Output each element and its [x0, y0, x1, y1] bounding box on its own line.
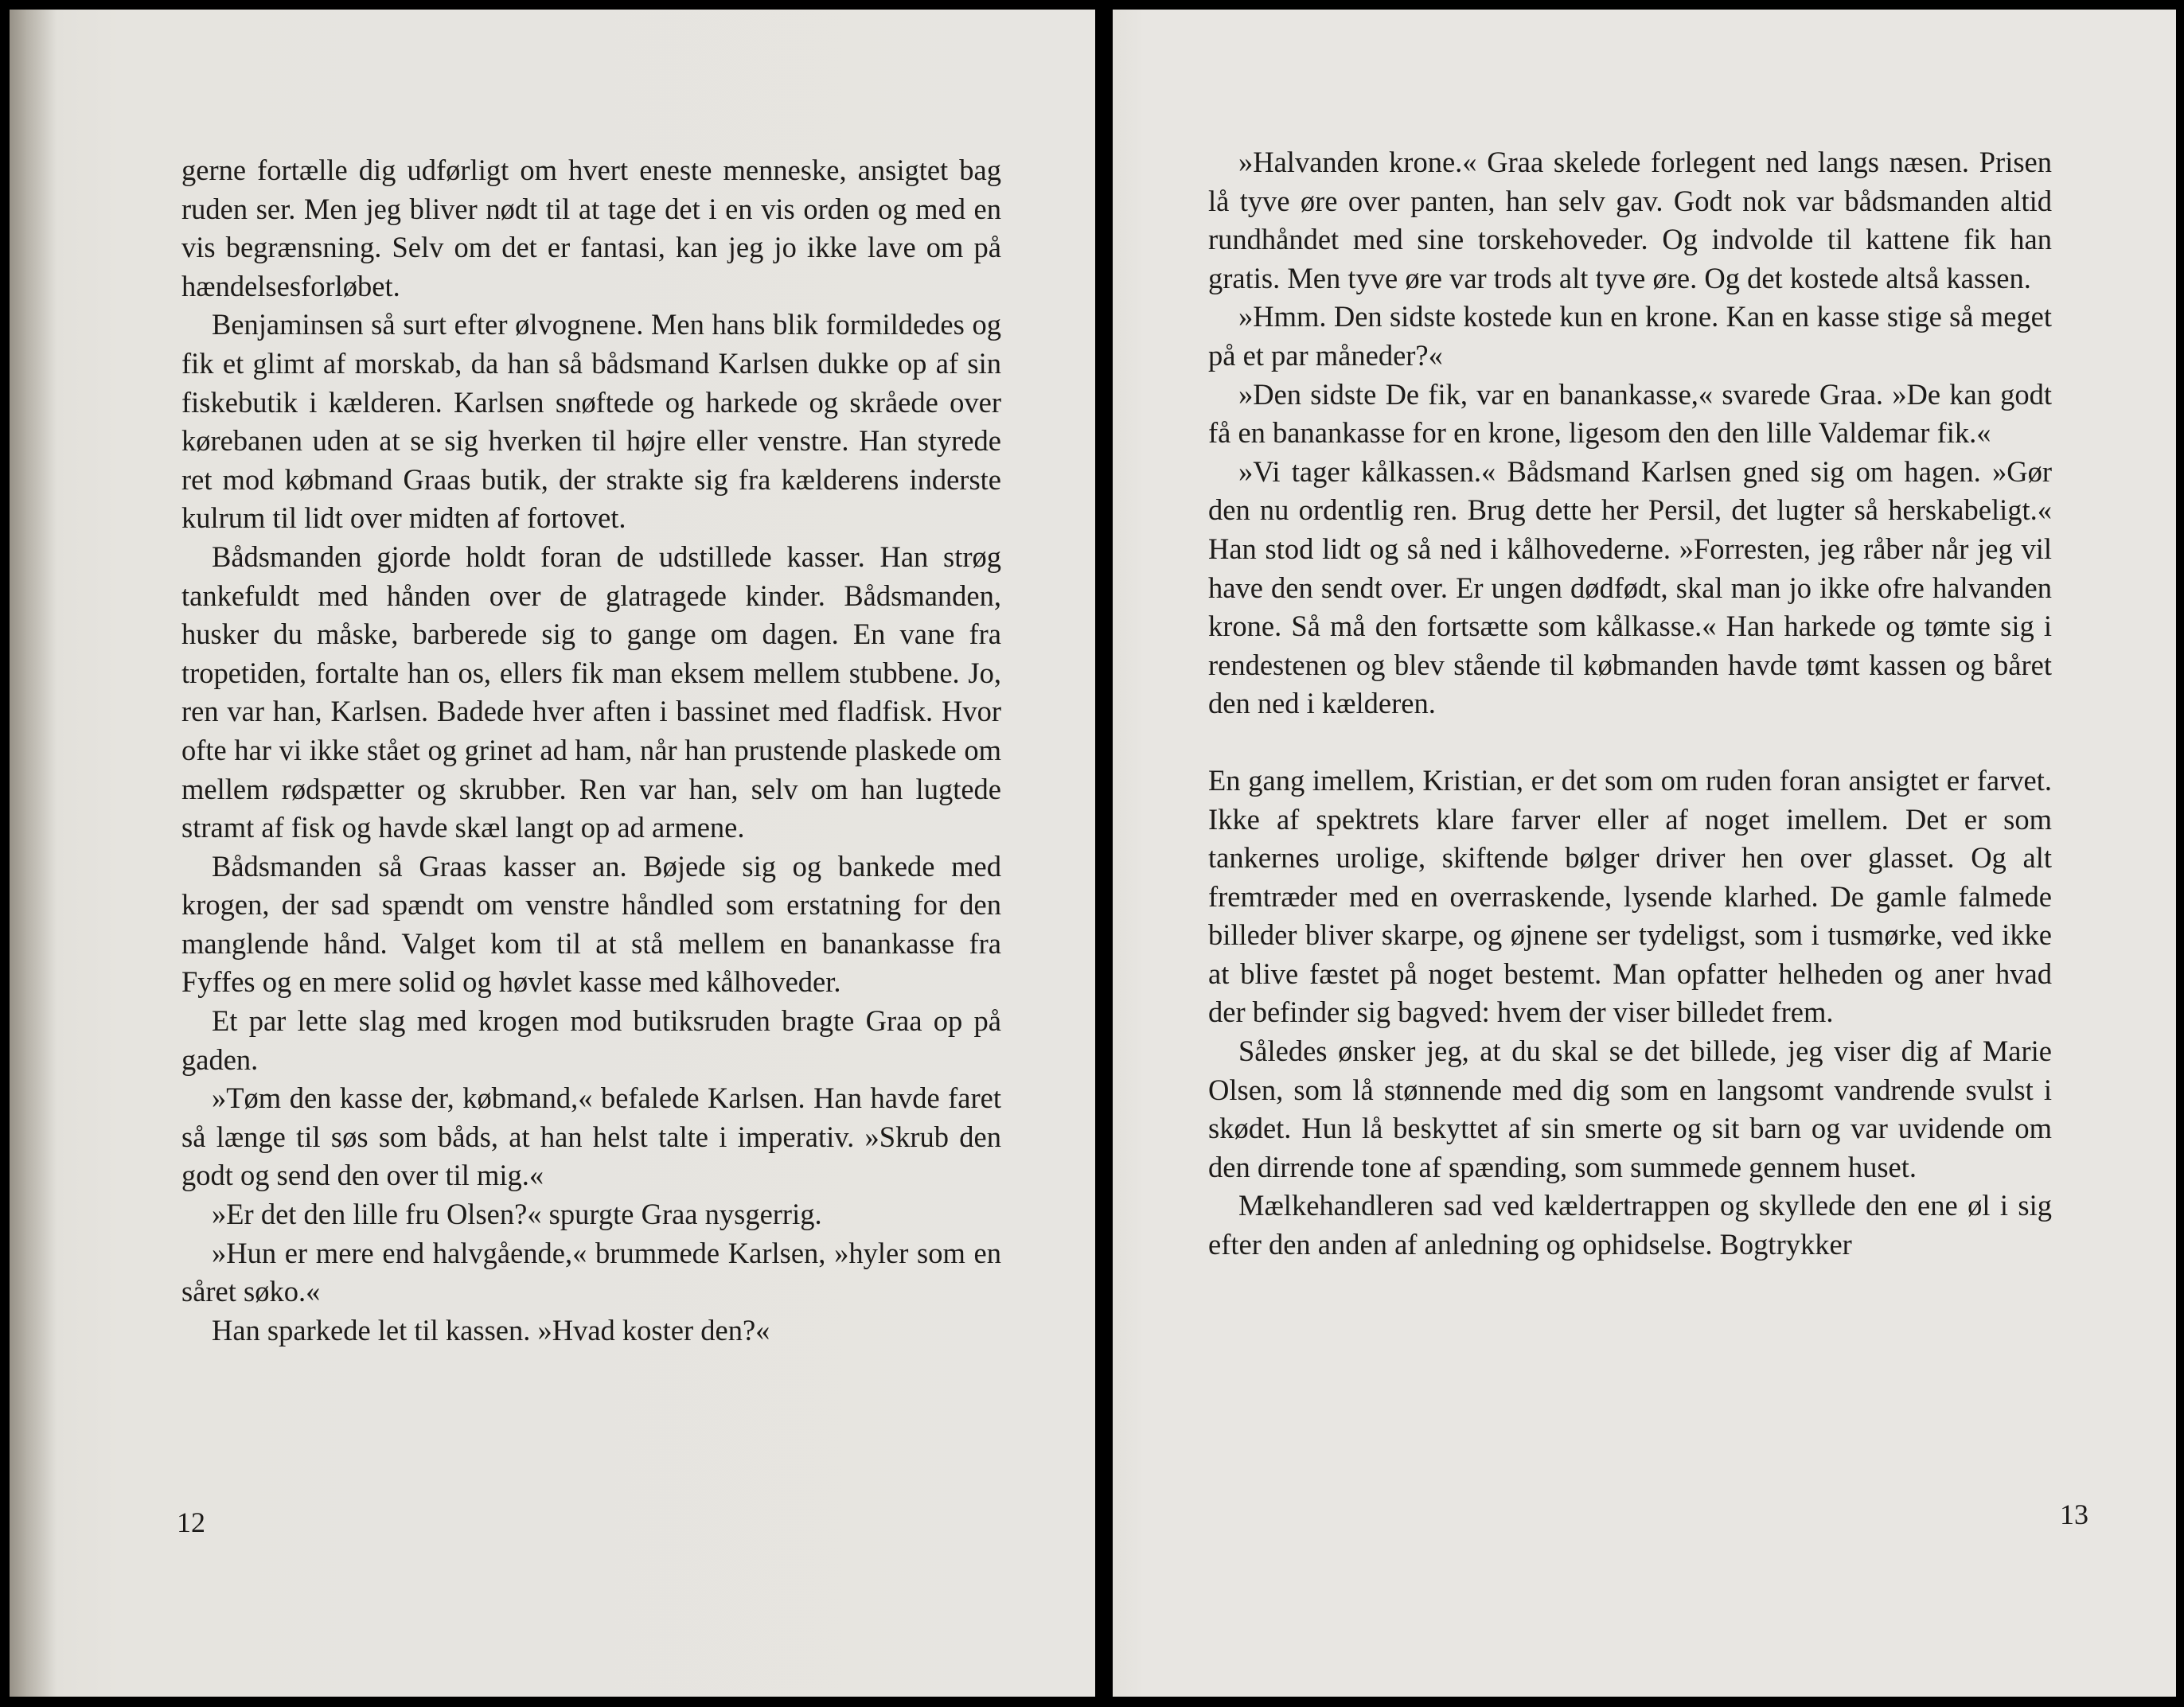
- right-page: [1113, 10, 2176, 1697]
- paragraph: »Hmm. Den sidste kostede kun en krone. Kan en kasse stige så meget på et par måneder?«: [1208, 300, 2052, 372]
- paragraph: Han sparkede let til kassen. »Hvad koster den?«: [212, 1313, 770, 1347]
- paragraph: Bådsmanden så Graas kasser an. Bøjede sig og bankede med krogen, der sad spændt om venstre håndled som erstatning for den manglende hånd. Valget kom til at stå mellem en banankasse fra Fyffes og en mere solid og høvlet kasse med kålhoveder.: [181, 849, 1001, 999]
- paragraph: »Den sidste De fik, var en banankasse,« svarede Graa. »De kan godt få en banankasse for en krone, ligesom den den lille Valdemar fik.«: [1208, 377, 2052, 450]
- paragraph: Benjaminsen så surt efter ølvognene. Men hans blik formildedes og fik et glimt af morskab, da han så bådsmand Karlsen dukke op af sin fiskebutik i kælderen. Karlsen snøftede og harkede og skråede over kørebanen uden at se sig hverken til højre eller venstre. Han styrede ret mod købmand Graas butik, der strakte sig fra kælderens inderste kulrum til lidt over midten af fortovet.: [181, 308, 1001, 535]
- paragraph: »Hun er mere end halvgående,« brummede Karlsen, »hyler som en såret søko.«: [181, 1236, 1001, 1308]
- page-edge-shadow: [10, 10, 57, 1697]
- page-number: 13: [2060, 1498, 2088, 1530]
- paragraph: Bådsmanden gjorde holdt foran de udstillede kasser. Han strøg tankefuldt med hånden over de glatragede kinder. Bådsmanden, husker du måske, barberede sig to gange om dagen. En vane fra tropetiden, fortalte han os, ellers fik man eksem mellem stubbene. Jo, ren var han, Karlsen. Badede hver aften i bassinet med fladfisk. Hvor ofte har vi ikke stået og grinet ad ham, når han prustende plaskede om mellem rødspætter og skrubber. Ren var han, selv om han lugtede stramt af fisk og havde skæl langt op ad armene.: [181, 540, 1001, 844]
- left-page: [10, 10, 1095, 1697]
- paragraph: »Tøm den kasse der, købmand,« befalede Karlsen. Han havde faret så længe til søs som båds, at han helst talte i imperativ. »Skrub den godt og send den over til mig.«: [181, 1081, 1001, 1192]
- paragraph: En gang imellem, Kristian, er det som om ruden foran ansigtet er farvet. Ikke af spektrets klare farver eller af noget imellem. Det er som tankernes urolige, skiftende bølger driver hen over glasset. Og alt fremtræder med en overraskende, lysende klarhed. De gamle falmede billeder bliver skarpe, og øjnene ser tydeligst, som i tusmørke, ved ikke at blive fæstet på noget bestemt. Man opfatter helheden og aner hvad der befinder sig bagved: hvem der viser billedet frem.: [1208, 763, 2052, 1029]
- page-number: 12: [177, 1506, 205, 1538]
- left-text-block: [181, 151, 1001, 1350]
- paragraph: Mælkehandleren sad ved kældertrappen og skyllede den ene øl i sig efter den anden af anledning og ophidselse. Bogtrykker: [1208, 1189, 2052, 1261]
- paragraph: »Er det den lille fru Olsen?« spurgte Graa nysgerrig.: [212, 1198, 822, 1231]
- paragraph: gerne fortælle dig udførligt om hvert eneste menneske, ansigtet bag ruden ser. Men jeg bliver nødt til at tage det i en vis orden og med en vis begrænsning. Selv om det er fantasi, kan jeg jo ikke lave om på hændelsesforløbet.: [181, 154, 1001, 302]
- paragraph: Således ønsker jeg, at du skal se det billede, jeg viser dig af Marie Olsen, som lå stønnende med dig som en langsomt vandrende svulst i skødet. Hun lå beskyttet af sin smerte og sit barn og var uvidende om den dirrende tone af spænding, som summede gennem huset.: [1208, 1035, 2052, 1183]
- paragraph: Et par lette slag med krogen mod butiksruden bragte Graa op på gaden.: [181, 1004, 1001, 1076]
- paragraph: »Vi tager kålkassen.« Bådsmand Karlsen gned sig om hagen. »Gør den nu ordentlig ren. Brug dette her Persil, det lugter så herskabeligt.« Han stod lidt og så ned i kålhovederne. »Forresten, jeg råber når jeg vil have den sendt over. Er ungen dødfødt, skal man jo ikke ofre halvanden krone. Så må den fortsætte som kålkasse.« Han harkede og tømte sig i rendestenen og blev stående til købmanden havde tømt kassen og båret den ned i kælderen.: [1208, 454, 2052, 720]
- paragraph: »Halvanden krone.« Graa skelede forlegent ned langs næsen. Prisen lå tyve øre over panten, han selv gav. Godt nok var bådsmanden altid rundhåndet med sine torskehoveder. Og indvolde til kattene fik han gratis. Men tyve øre var trods alt tyve øre. Og det kostede altså kassen.: [1208, 146, 2052, 294]
- right-text-block: [1208, 143, 2052, 1265]
